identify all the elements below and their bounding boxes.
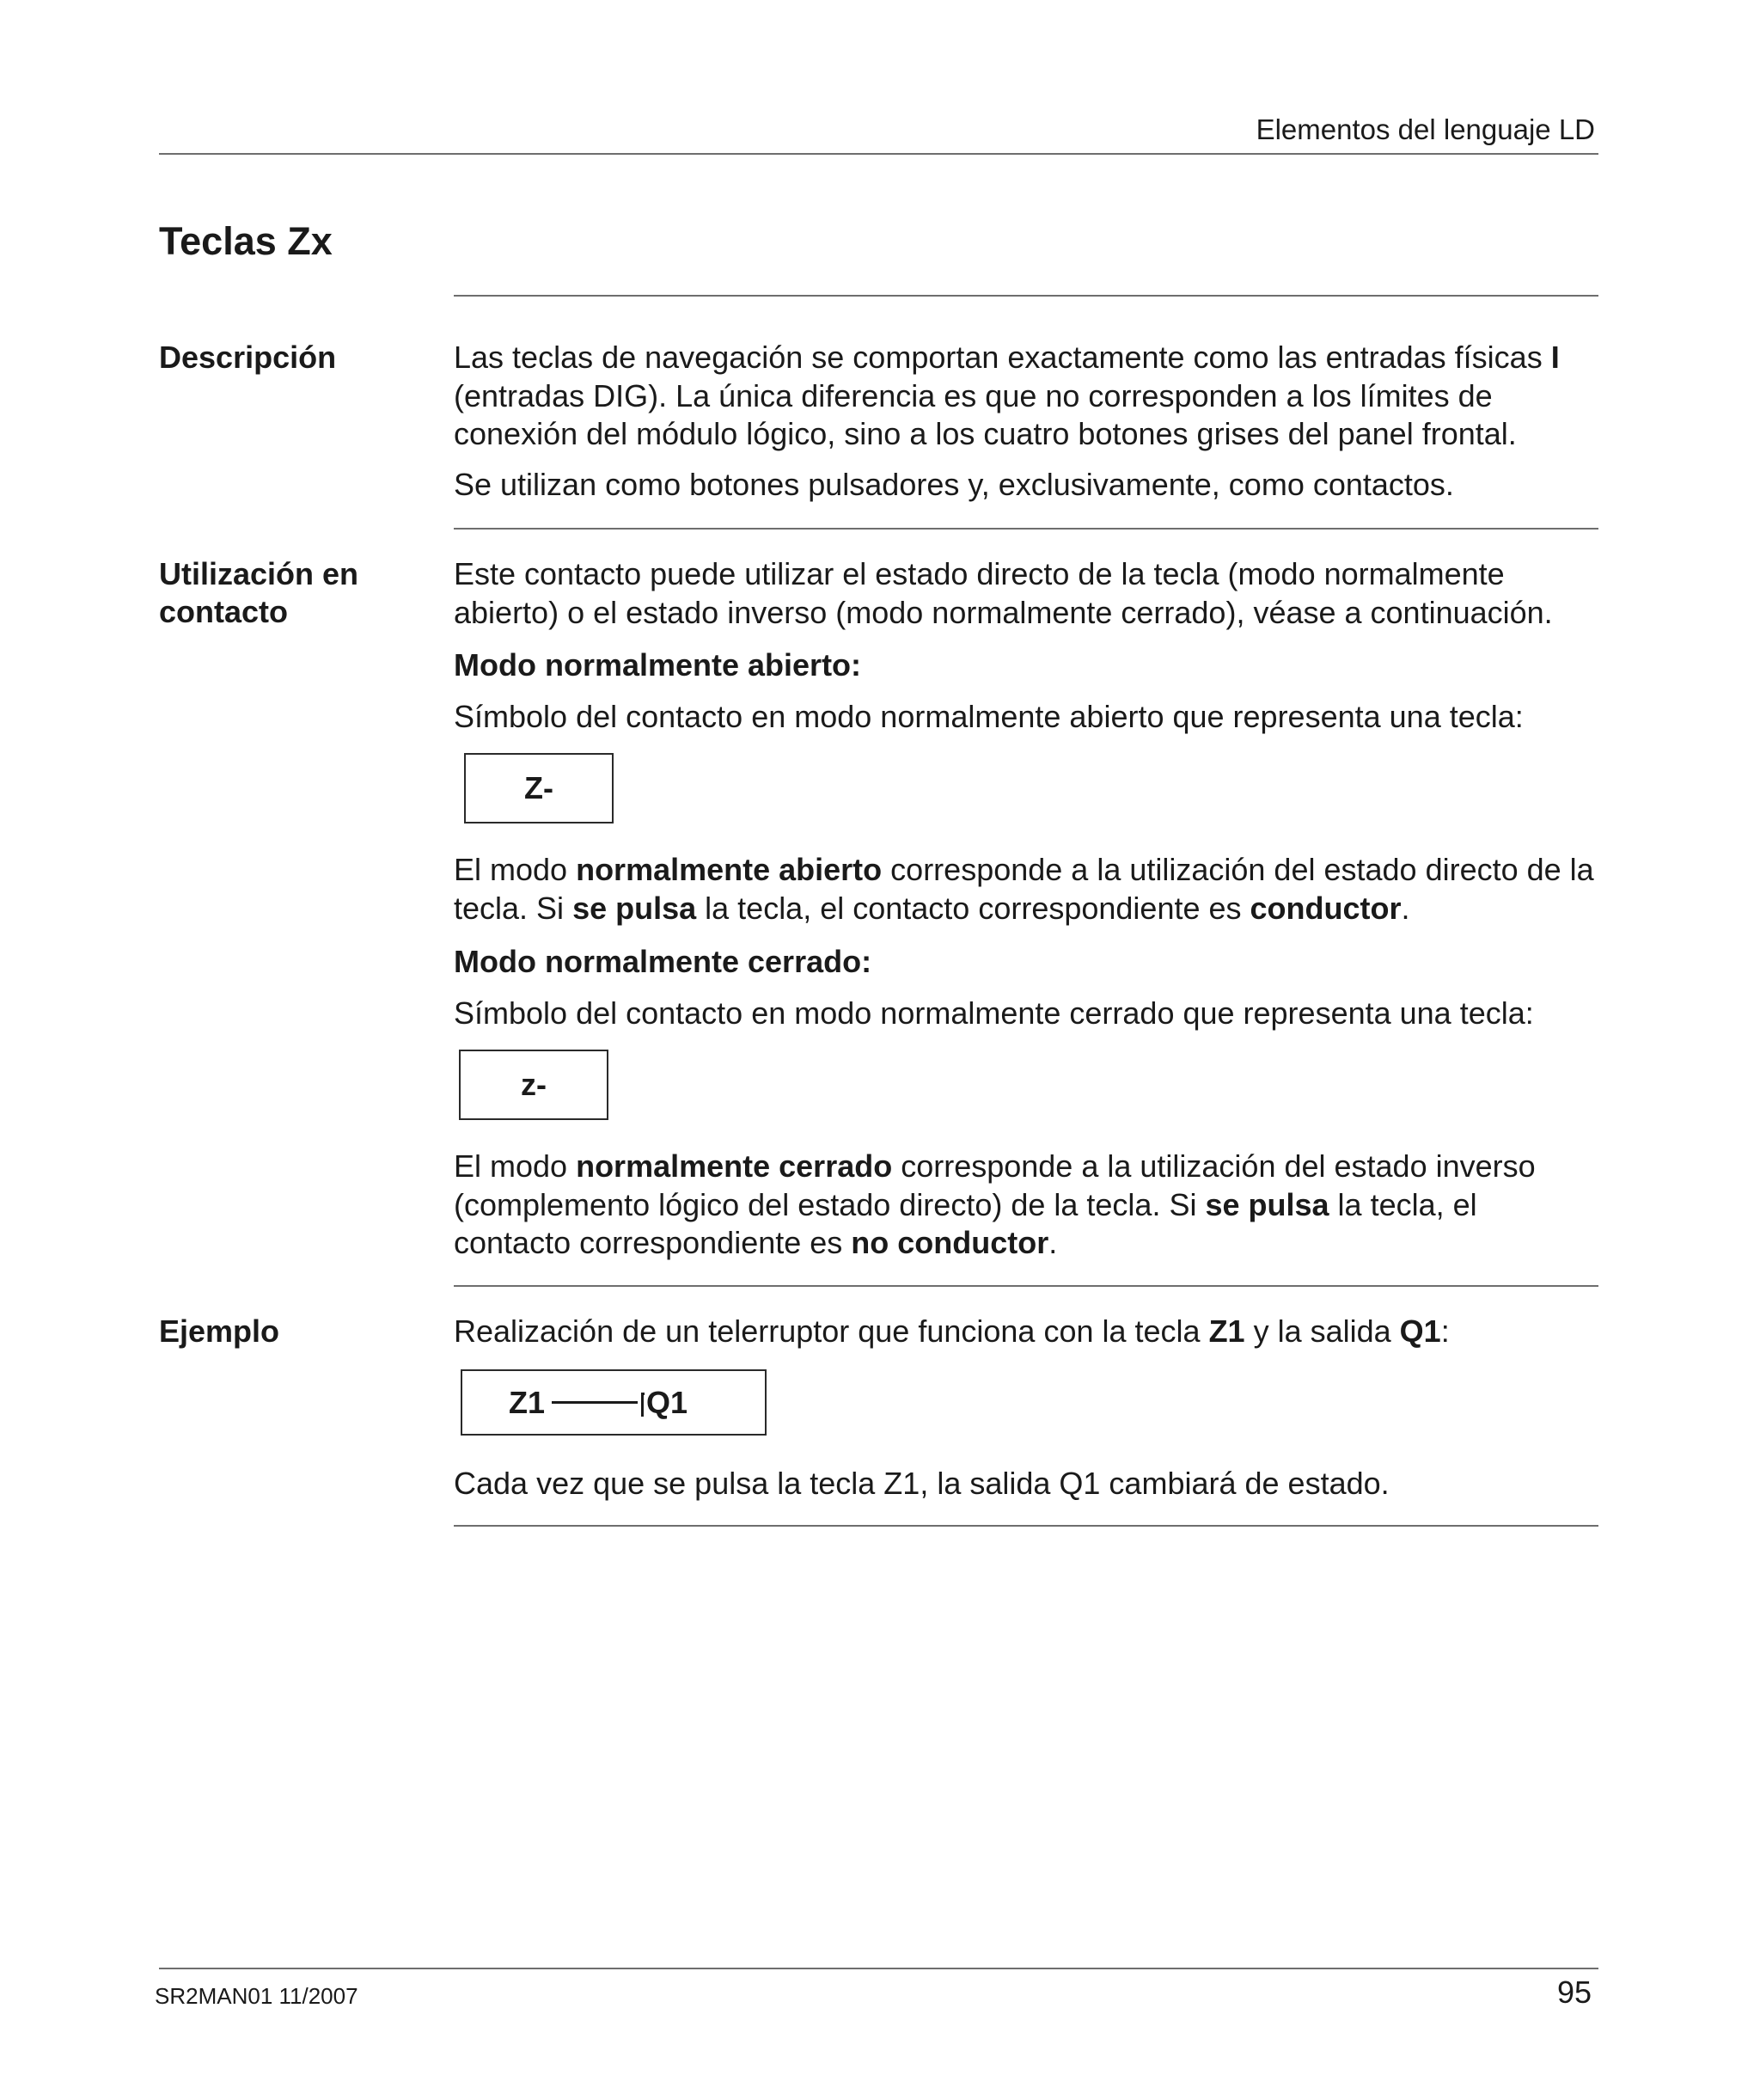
ejemplo-result: Cada vez que se pulsa la tecla Z1, la salida Q1 cambiará de estado. <box>454 1466 1390 1501</box>
text-run: . <box>1048 1225 1058 1260</box>
text-run: (entradas DIG). La única diferencia es que no corresponden a los límites de conexión del módulo lógico, sino a los cuatro botones grises del panel frontal. <box>454 377 1517 451</box>
ladder-coil-bracket-icon <box>641 1393 645 1417</box>
bold-run: se pulsa <box>1205 1186 1329 1222</box>
text-run: : <box>1440 1313 1450 1349</box>
bold-run: Z1 <box>1208 1313 1245 1349</box>
header-rule <box>159 153 1598 155</box>
bold-run: no conductor <box>851 1225 1049 1260</box>
section-label-utilizacion: Utilización en contacto <box>159 556 359 629</box>
text-run: corresponde a la utilización del estado directo de la tecla. Si <box>454 852 1594 926</box>
text-run: Las teclas de navegación se comportan exactamente como las entradas físicas <box>454 340 1551 375</box>
ladder-output-coil: Q1 <box>646 1384 688 1420</box>
bold-run: normalmente cerrado <box>576 1148 893 1184</box>
descripcion-body <box>454 339 1597 504</box>
normally-closed-contact-symbol: z- <box>459 1050 608 1120</box>
text-run: Realización de un telerruptor que funciona con la tecla <box>454 1313 1209 1349</box>
section-rule-bottom <box>454 1525 1598 1527</box>
section-label-descripcion: Descripción <box>159 340 337 375</box>
running-header: Elementos del lenguaje LD <box>1256 113 1595 145</box>
descripcion-paragraph-1 <box>454 339 1597 454</box>
page-number: 95 <box>1556 1974 1592 2010</box>
bold-run: se pulsa <box>572 890 697 926</box>
ejemplo-text <box>454 1313 1597 1351</box>
bold-run: I <box>1550 340 1560 375</box>
normally-open-contact-symbol: Z- <box>464 753 614 823</box>
text-run: El modo <box>454 852 577 887</box>
text-run: El modo <box>454 1148 577 1184</box>
normally-closed-description <box>454 1148 1597 1263</box>
normally-open-description <box>454 851 1597 928</box>
subheading-normally-closed: Modo normalmente cerrado: <box>454 944 872 979</box>
subheading-normally-open: Modo normalmente abierto: <box>454 647 862 683</box>
ladder-diagram-example <box>461 1369 767 1436</box>
text-run: corresponde a la utilización del estado inverso (complemento lógico del estado directo) de la tecla. Si <box>454 1148 1536 1222</box>
bold-run: Q1 <box>1399 1313 1441 1349</box>
bold-run: conductor <box>1250 890 1402 926</box>
footer-rule <box>159 1968 1598 1969</box>
text-run: la tecla, el contacto correspondiente es <box>696 890 1250 926</box>
section-rule-top <box>454 295 1598 297</box>
text-run: la tecla, el contacto correspondiente es <box>454 1186 1477 1260</box>
page-title: Teclas Zx <box>159 219 333 263</box>
text-run: y la salida <box>1244 1313 1400 1349</box>
ladder-wire <box>552 1401 638 1404</box>
section-label-ejemplo: Ejemplo <box>159 1313 280 1349</box>
text-run: . <box>1401 890 1410 926</box>
section-rule-2 <box>454 528 1598 530</box>
normally-open-symbol-caption: Símbolo del contacto en modo normalmente abierto que representa una tecla: <box>454 699 1524 734</box>
section-rule-3 <box>454 1285 1598 1287</box>
footer-doc-ref: SR2MAN01 11/2007 <box>155 1983 358 2009</box>
normally-closed-symbol-caption: Símbolo del contacto en modo normalmente cerrado que representa una tecla: <box>454 995 1534 1031</box>
utilizacion-intro: Este contacto puede utilizar el estado directo de la tecla (modo normalmente abierto) o el estado inverso (modo normalmente cerrado), véase a continuación. <box>454 556 1553 630</box>
ladder-input-contact: Z1 <box>509 1384 546 1420</box>
descripcion-paragraph-2: Se utilizan como botones pulsadores y, exclusivamente, como contactos. <box>454 466 1454 502</box>
bold-run: normalmente abierto <box>576 852 883 887</box>
